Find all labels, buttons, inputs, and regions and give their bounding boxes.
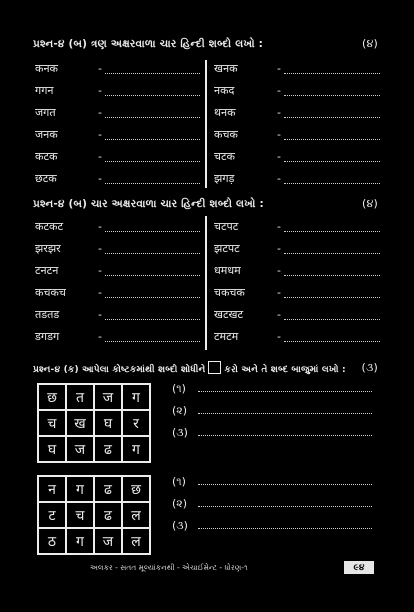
dash: -: [98, 285, 102, 299]
answer-line[interactable]: [105, 243, 200, 254]
question-2-title: પ્રશ્ન-૪ (બ) ચાર અક્ષરવાળા ચાર હિન્દી શબ્દો લખો :: [33, 197, 264, 210]
answer-line[interactable]: [105, 63, 200, 74]
word-row: [35, 148, 200, 164]
letter-grid-1: [37, 383, 151, 463]
word: कचकच: [35, 285, 66, 299]
answer-line[interactable]: [284, 173, 380, 184]
word: कनक: [35, 61, 59, 75]
word-row: [214, 126, 380, 142]
word-row: [214, 262, 380, 278]
question-2-header: [33, 196, 378, 212]
word-row: [35, 328, 200, 344]
word-row: [35, 284, 200, 300]
answer-number: (૩): [172, 426, 188, 439]
word: झटपट: [214, 241, 240, 255]
footer-text: અલકર - સતત મૂલ્યાંકનથી - એચાઈમેન્ટ - ધોરણ-૧: [90, 563, 248, 572]
grid-cell[interactable]: ज: [66, 436, 94, 462]
dash: -: [277, 149, 281, 163]
answer-number: (૧): [172, 382, 186, 395]
dash: -: [277, 263, 281, 277]
answer-line[interactable]: [105, 309, 200, 320]
answer-number: (૨): [172, 497, 188, 510]
word: टनटन: [35, 263, 59, 277]
answer-line[interactable]: [284, 107, 380, 118]
answer-line[interactable]: [284, 85, 380, 96]
column-divider: [205, 216, 207, 350]
question-3-marks: (૩): [361, 361, 378, 374]
dash: -: [277, 83, 281, 97]
answer-line[interactable]: [105, 287, 200, 298]
answer-line[interactable]: [105, 107, 200, 118]
question-3-title-continued: કરો અને તે શબ્દ બાજુમાં લખો :: [224, 365, 346, 375]
word: डगडग: [35, 329, 60, 343]
dash: -: [277, 127, 281, 141]
word: झगड़: [214, 171, 235, 185]
page-number: ૯૪: [344, 561, 374, 574]
dash: -: [98, 171, 102, 185]
grid-cell[interactable]: ट: [38, 502, 66, 528]
answer-line[interactable]: [105, 265, 200, 276]
grid-cell[interactable]: त: [66, 384, 94, 410]
word-row: [214, 104, 380, 120]
answer-line[interactable]: [284, 63, 380, 74]
answer-line[interactable]: [105, 331, 200, 342]
grid-cell[interactable]: घ: [94, 410, 122, 436]
answer-line[interactable]: [198, 474, 372, 485]
word-row: [214, 148, 380, 164]
word-row: [214, 240, 380, 256]
answer-row: [172, 422, 372, 440]
word: नकद: [214, 83, 235, 97]
dash: -: [277, 61, 281, 75]
word: छटक: [35, 171, 57, 185]
answer-line[interactable]: [198, 496, 372, 507]
grid-cell[interactable]: ग: [66, 476, 94, 502]
dash: -: [98, 127, 102, 141]
word: थनक: [214, 105, 236, 119]
word-row: [214, 328, 380, 344]
word-row: [35, 60, 200, 76]
word: झरझर: [35, 241, 61, 255]
grid-cell[interactable]: ठ: [38, 528, 66, 554]
answer-line[interactable]: [198, 403, 372, 414]
answer-number: (૨): [172, 404, 188, 417]
dash: -: [98, 149, 102, 163]
answer-line[interactable]: [284, 331, 380, 342]
word-row: [35, 240, 200, 256]
grid-cell[interactable]: ल: [122, 528, 150, 554]
word: खटखट: [214, 307, 244, 321]
answer-line[interactable]: [284, 129, 380, 140]
grid-cell[interactable]: ढ: [94, 436, 122, 462]
word: जनक: [35, 127, 58, 141]
grid-cell[interactable]: च: [66, 502, 94, 528]
dash: -: [277, 307, 281, 321]
column-divider: [205, 60, 207, 188]
word-row: [35, 82, 200, 98]
word: चटपट: [214, 219, 239, 233]
answer-line[interactable]: [198, 425, 372, 436]
answer-line[interactable]: [105, 221, 200, 232]
word-row: [35, 218, 200, 234]
answer-line[interactable]: [198, 518, 372, 529]
grid-cell[interactable]: ख: [66, 410, 94, 436]
answer-line[interactable]: [105, 129, 200, 140]
word-row: [214, 218, 380, 234]
answer-number: (૧): [172, 475, 186, 488]
box-icon: [208, 361, 221, 374]
dash: -: [98, 307, 102, 321]
word-row: [35, 104, 200, 120]
word: कटक: [35, 149, 58, 163]
grid-cell[interactable]: ग: [66, 528, 94, 554]
question-2-marks: (૪): [361, 197, 378, 210]
answer-line[interactable]: [284, 265, 380, 276]
word-row: [35, 126, 200, 142]
answer-line[interactable]: [284, 243, 380, 254]
word: जगत: [35, 105, 56, 119]
answer-line[interactable]: [284, 309, 380, 320]
grid-cell[interactable]: ग: [122, 436, 150, 462]
word-row: [35, 306, 200, 322]
answer-row: [172, 515, 372, 533]
grid-cell[interactable]: न: [38, 476, 66, 502]
dash: -: [277, 219, 281, 233]
dash: -: [98, 61, 102, 75]
word: चटक: [214, 149, 235, 163]
grid-cell[interactable]: घ: [38, 436, 66, 462]
grid-cell[interactable]: ज: [94, 528, 122, 554]
letter-grid-2: [37, 475, 151, 555]
grid-cell[interactable]: ल: [122, 502, 150, 528]
grid-cell[interactable]: ज: [94, 384, 122, 410]
grid-cell[interactable]: च: [38, 410, 66, 436]
dash: -: [277, 285, 281, 299]
answer-number: (૩): [172, 519, 188, 532]
answer-row: [172, 493, 372, 511]
answer-line[interactable]: [198, 381, 372, 392]
word: तडतड: [35, 307, 60, 321]
answer-line[interactable]: [284, 151, 380, 162]
dash: -: [277, 171, 281, 185]
question-1-header: [33, 36, 378, 52]
word-row: [214, 82, 380, 98]
question-1-marks: (૪): [361, 37, 378, 50]
answer-line[interactable]: [105, 151, 200, 162]
grid-cell[interactable]: ग: [122, 384, 150, 410]
word: कचक: [214, 127, 238, 141]
word-row: [35, 262, 200, 278]
word: खनक: [214, 61, 238, 75]
answer-line[interactable]: [105, 85, 200, 96]
word-row: [35, 170, 200, 186]
answer-line[interactable]: [284, 287, 380, 298]
answer-row: [172, 471, 372, 489]
dash: -: [98, 329, 102, 343]
grid-cell[interactable]: ढ: [94, 502, 122, 528]
grid-cell[interactable]: छ: [38, 384, 66, 410]
answer-row: [172, 378, 372, 396]
dash: -: [98, 263, 102, 277]
word-row: [214, 60, 380, 76]
word-row: [214, 306, 380, 322]
dash: -: [277, 105, 281, 119]
grid-cell[interactable]: र: [122, 410, 150, 436]
answer-line[interactable]: [284, 221, 380, 232]
word: कटकट: [35, 219, 63, 233]
dash: -: [98, 105, 102, 119]
word: धमधम: [214, 263, 241, 277]
word-row: [214, 284, 380, 300]
answer-line[interactable]: [105, 173, 200, 184]
dash: -: [277, 241, 281, 255]
grid-cell[interactable]: ढ: [94, 476, 122, 502]
question-1-title: પ્રશ્ન-૪ (બ) ત્રણ અક્ષરવાળા ચાર હિન્દી શબ્દો લખો :: [33, 37, 264, 50]
dash: -: [98, 83, 102, 97]
word: चकचक: [214, 285, 245, 299]
question-3-title: પ્રશ્ન-૪ (ક) આપેલા કોષ્ટકમાંથી શબ્દો શોધીને: [33, 365, 206, 375]
dash: -: [277, 329, 281, 343]
dash: -: [98, 219, 102, 233]
question-3-header: [33, 360, 378, 376]
word-row: [214, 170, 380, 186]
grid-cell[interactable]: छ: [122, 476, 150, 502]
word: टमटम: [214, 329, 239, 343]
word: गगन: [35, 83, 54, 97]
answer-row: [172, 400, 372, 418]
dash: -: [98, 241, 102, 255]
